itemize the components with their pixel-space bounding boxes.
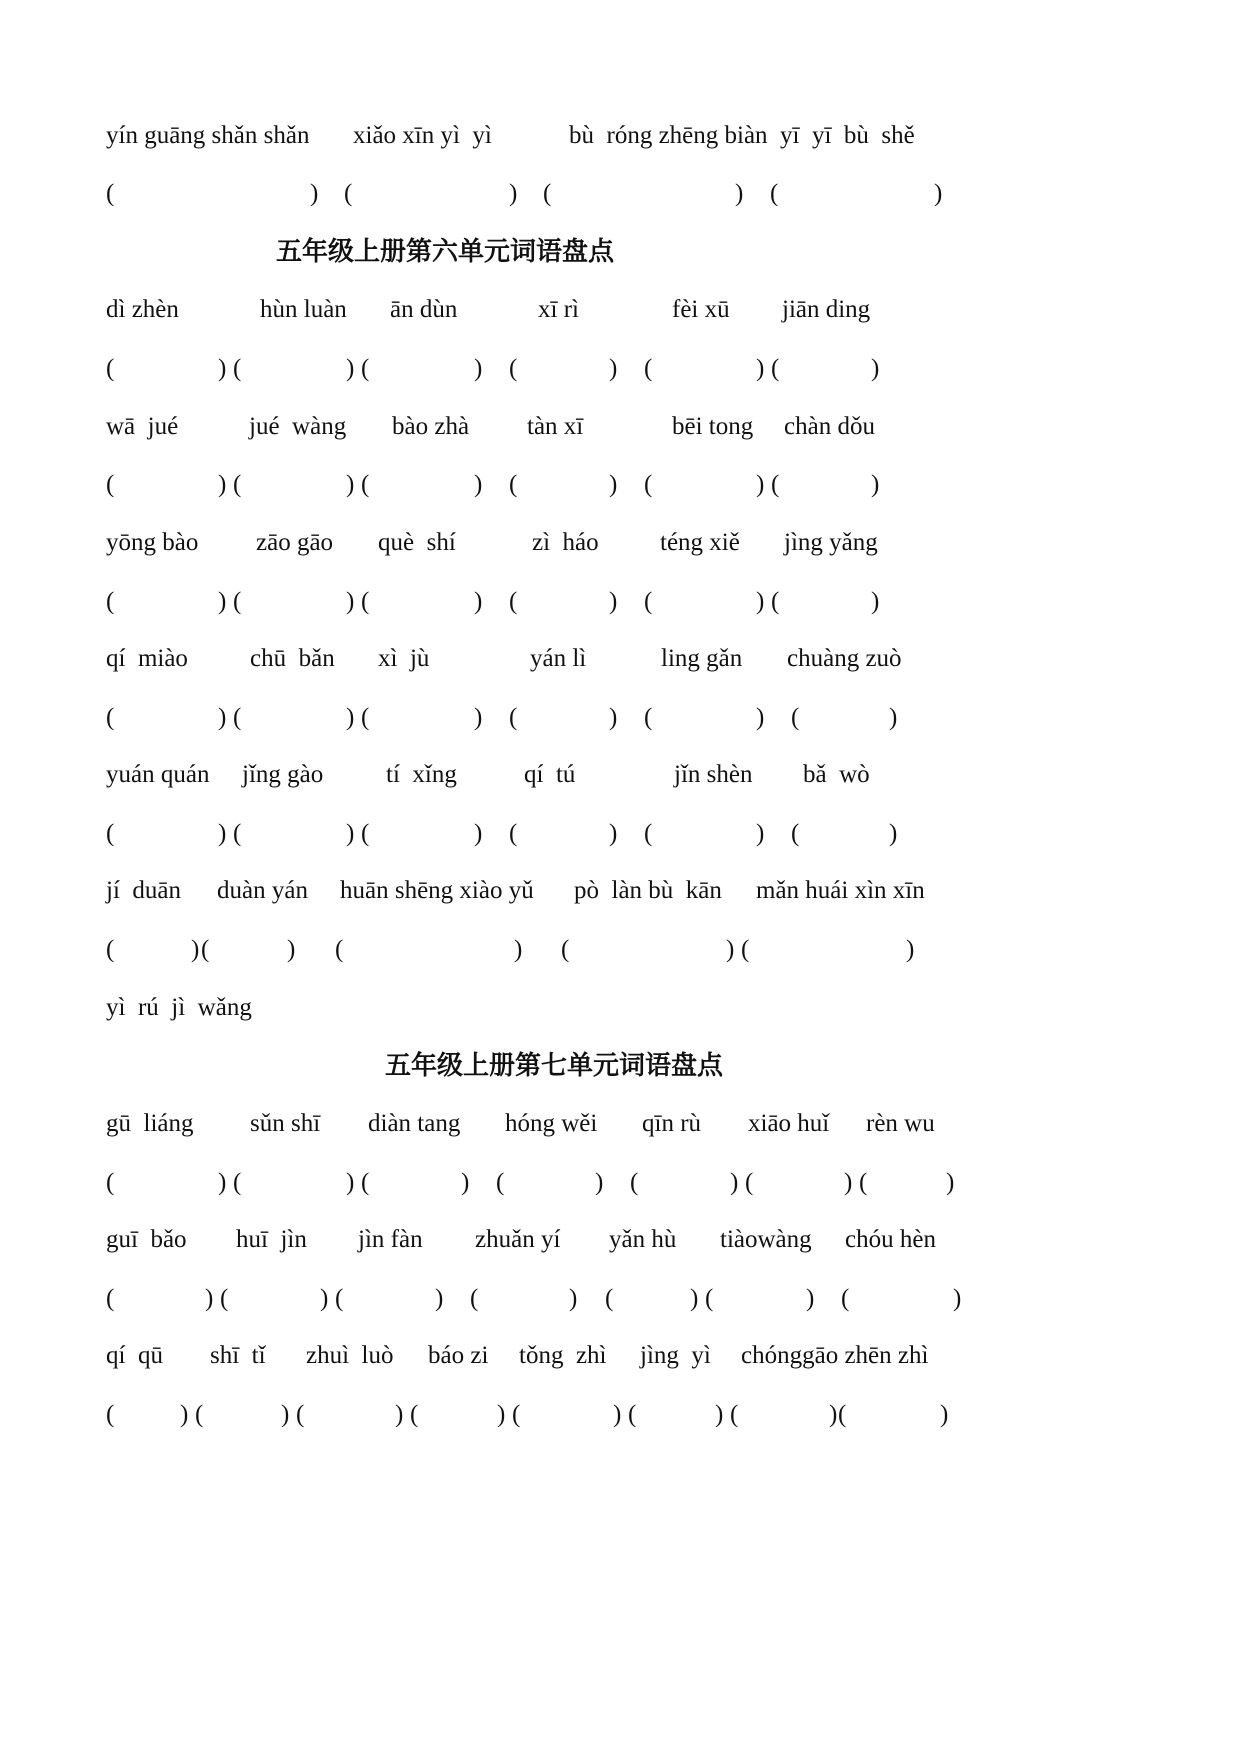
blank-open[interactable]: ( [630, 1169, 639, 1196]
pinyin-word: huī jìn [236, 1226, 307, 1253]
pinyin-word: sǔn shī [250, 1110, 321, 1137]
blank-close: ) [474, 820, 483, 847]
blank-open[interactable]: ( [361, 588, 370, 615]
blank-close: ) [569, 1285, 578, 1312]
blank-open[interactable]: ( [106, 1401, 115, 1428]
blank-open[interactable]: ( [106, 820, 115, 847]
answer-blank-row [0, 932, 1241, 968]
answer-blank-row [0, 700, 1241, 736]
blank-close: ) [756, 588, 765, 615]
blank-open[interactable]: ( [233, 1169, 242, 1196]
blank-open[interactable]: ( [644, 588, 653, 615]
pinyin-word: chuàng zuò [787, 645, 902, 672]
unit6-title: 五年级上册第六单元词语盘点 [276, 237, 615, 267]
blank-open[interactable]: ( [644, 471, 653, 498]
pinyin-row [0, 641, 1241, 677]
blank-close: ) [906, 936, 915, 963]
blank-close: ) [756, 471, 765, 498]
blank-open[interactable]: ( [791, 820, 800, 847]
blank-open[interactable]: ( [628, 1401, 637, 1428]
pinyin-word: tí xǐng [386, 761, 457, 788]
blank-close: ) [218, 704, 227, 731]
blank-open[interactable]: ( [233, 704, 242, 731]
blank-open[interactable]: ( [106, 355, 115, 382]
blank-open[interactable]: ( [741, 936, 750, 963]
pinyin-word: jǐn shèn [674, 761, 753, 788]
blank-open[interactable]: ( [605, 1285, 614, 1312]
blank-close: ) [346, 704, 355, 731]
blank-close: ) [509, 180, 518, 207]
blank-close: ) [514, 936, 523, 963]
blank-close: ) [829, 1401, 838, 1428]
pinyin-word: gū liáng [106, 1110, 194, 1137]
blank-close: ) [730, 1169, 739, 1196]
blank-close: ) [609, 471, 618, 498]
blank-close: ) [756, 704, 765, 731]
blank-close: ) [218, 355, 227, 382]
pinyin-word: jìng yì [640, 1342, 711, 1369]
blank-open[interactable]: ( [361, 1169, 370, 1196]
blank-close: ) [281, 1401, 290, 1428]
pinyin-word: diàn tang [368, 1110, 461, 1137]
blank-close: ) [595, 1169, 604, 1196]
blank-open[interactable]: ( [233, 588, 242, 615]
blank-open[interactable]: ( [233, 820, 242, 847]
blank-close: ) [934, 180, 943, 207]
pinyin-word: jìng yǎng [784, 529, 878, 556]
pinyin-row [0, 990, 1241, 1026]
blank-close: ) [609, 704, 618, 731]
blank-close: ) [953, 1285, 962, 1312]
blank-open[interactable]: ( [771, 588, 780, 615]
pinyin-word: hóng wěi [505, 1110, 598, 1137]
pinyin-row [0, 757, 1241, 793]
blank-close: ) [609, 820, 618, 847]
blank-close: ) [287, 936, 296, 963]
blank-open[interactable]: ( [106, 704, 115, 731]
blank-close: ) [613, 1401, 622, 1428]
blank-close: ) [180, 1401, 189, 1428]
pinyin-word: ling gǎn [661, 645, 743, 672]
blank-open[interactable]: ( [509, 471, 518, 498]
pinyin-word: guī bǎo [106, 1226, 187, 1253]
pinyin-word: qí tú [524, 761, 576, 788]
blank-close: ) [346, 355, 355, 382]
pinyin-word: chónggāo zhēn zhì [741, 1342, 929, 1369]
pinyin-row [0, 409, 1241, 445]
blank-open[interactable]: ( [106, 936, 115, 963]
pinyin-word: jí duān [106, 877, 181, 904]
blank-open[interactable]: ( [771, 355, 780, 382]
pinyin-word: qí miào [106, 645, 188, 672]
blank-close: ) [889, 704, 898, 731]
blank-open[interactable]: ( [561, 936, 570, 963]
pinyin-word: zhuǎn yí [475, 1226, 561, 1253]
pinyin-word: xiāo huǐ [748, 1110, 830, 1137]
pinyin-word: bù róng zhēng biàn [569, 122, 768, 149]
blank-open[interactable]: ( [644, 704, 653, 731]
pinyin-word: zì háo [532, 529, 599, 556]
pinyin-word: pò làn bù kān [574, 877, 722, 904]
pinyin-row [0, 1222, 1241, 1258]
blank-close: ) [844, 1169, 853, 1196]
blank-close: ) [395, 1401, 404, 1428]
blank-close: ) [871, 588, 880, 615]
blank-close: ) [889, 820, 898, 847]
blank-open[interactable]: ( [509, 588, 518, 615]
blank-open[interactable]: ( [296, 1401, 305, 1428]
blank-close: ) [474, 704, 483, 731]
blank-open[interactable]: ( [791, 704, 800, 731]
blank-close: ) [346, 471, 355, 498]
blank-close: ) [205, 1285, 214, 1312]
pinyin-row [0, 1106, 1241, 1142]
pinyin-word: mǎn huái xìn xīn [756, 877, 925, 904]
blank-close: ) [690, 1285, 699, 1312]
pinyin-word: jìn fàn [358, 1226, 423, 1253]
blank-open[interactable]: ( [361, 820, 370, 847]
pinyin-word: duàn yán [217, 877, 308, 904]
blank-open[interactable]: ( [361, 704, 370, 731]
blank-close: ) [218, 588, 227, 615]
pinyin-word: dì zhèn [106, 296, 179, 323]
blank-close: ) [461, 1169, 470, 1196]
pinyin-word: yōng bào [106, 529, 199, 556]
blank-close: ) [218, 820, 227, 847]
blank-open[interactable]: ( [841, 1285, 850, 1312]
blank-open[interactable]: ( [496, 1169, 505, 1196]
blank-close: ) [474, 588, 483, 615]
pinyin-word: tǒng zhì [519, 1342, 607, 1369]
blank-open[interactable]: ( [220, 1285, 229, 1312]
blank-open[interactable]: ( [233, 471, 242, 498]
pinyin-word: tiàowàng [720, 1226, 812, 1253]
unit7-title: 五年级上册第七单元词语盘点 [385, 1051, 724, 1081]
blank-close: ) [218, 1169, 227, 1196]
blank-close: ) [871, 355, 880, 382]
blank-close: ) [191, 936, 200, 963]
pinyin-word: bào zhà [392, 413, 470, 440]
blank-close: ) [346, 1169, 355, 1196]
blank-close: ) [726, 936, 735, 963]
pinyin-word: chàn dǒu [784, 413, 875, 440]
pinyin-word: qīn rù [642, 1110, 702, 1137]
blank-close: ) [806, 1285, 815, 1312]
answer-blank-row [0, 584, 1241, 620]
pinyin-row [0, 1338, 1241, 1374]
pinyin-word: yín guāng shǎn shǎn [106, 122, 310, 149]
pinyin-word: hùn luàn [260, 296, 347, 323]
pinyin-word: jué wàng [249, 413, 347, 440]
blank-open[interactable]: ( [838, 1401, 847, 1428]
blank-open[interactable]: ( [859, 1169, 868, 1196]
blank-open[interactable]: ( [470, 1285, 479, 1312]
pinyin-word: wā jué [106, 413, 179, 440]
blank-close: ) [474, 355, 483, 382]
answer-blank-row [0, 176, 1241, 212]
answer-blank-row [0, 1165, 1241, 1201]
blank-close: ) [435, 1285, 444, 1312]
blank-open[interactable]: ( [509, 704, 518, 731]
blank-open[interactable]: ( [106, 588, 115, 615]
blank-open[interactable]: ( [512, 1401, 521, 1428]
pinyin-word: fèi xū [672, 296, 730, 323]
answer-blank-row [0, 1397, 1241, 1433]
answer-blank-row [0, 816, 1241, 852]
blank-close: ) [346, 820, 355, 847]
pinyin-word: ān dùn [390, 296, 458, 323]
blank-close: ) [756, 355, 765, 382]
pinyin-word: yuán quán [106, 761, 210, 788]
blank-close: ) [474, 471, 483, 498]
blank-open[interactable]: ( [361, 355, 370, 382]
pinyin-row [0, 873, 1241, 909]
pinyin-word: rèn wu [866, 1110, 935, 1137]
blank-open[interactable]: ( [195, 1401, 204, 1428]
blank-open[interactable]: ( [106, 180, 115, 207]
answer-blank-row [0, 351, 1241, 387]
blank-open[interactable]: ( [644, 355, 653, 382]
blank-close: ) [756, 820, 765, 847]
pinyin-word: yán lì [530, 645, 587, 672]
pinyin-word: jiān ding [782, 296, 871, 323]
blank-close: ) [320, 1285, 329, 1312]
answer-blank-row [0, 467, 1241, 503]
blank-open[interactable]: ( [201, 936, 210, 963]
pinyin-word: yǎn hù [609, 1226, 677, 1253]
blank-open[interactable]: ( [730, 1401, 739, 1428]
blank-close: ) [735, 180, 744, 207]
blank-close: ) [715, 1401, 724, 1428]
blank-close: ) [940, 1401, 949, 1428]
blank-open[interactable]: ( [644, 820, 653, 847]
pinyin-row [0, 118, 1241, 154]
blank-close: ) [497, 1401, 506, 1428]
pinyin-word: qí qū [106, 1342, 163, 1369]
blank-open[interactable]: ( [745, 1169, 754, 1196]
pinyin-word: shī tǐ [210, 1342, 266, 1369]
pinyin-row [0, 525, 1241, 561]
pinyin-word: zhuì luò [306, 1342, 394, 1369]
pinyin-word: báo zi [428, 1342, 489, 1369]
blank-close: ) [218, 471, 227, 498]
pinyin-word: yī yī bù shě [780, 122, 915, 149]
pinyin-word: xì jù [378, 645, 430, 672]
blank-open[interactable]: ( [705, 1285, 714, 1312]
pinyin-word: chóu hèn [845, 1226, 936, 1253]
pinyin-row [0, 292, 1241, 328]
blank-open[interactable]: ( [509, 355, 518, 382]
blank-open[interactable]: ( [335, 1285, 344, 1312]
pinyin-word: huān shēng xiào yǔ [340, 877, 534, 904]
blank-open[interactable]: ( [770, 180, 779, 207]
answer-blank-row [0, 1281, 1241, 1317]
pinyin-word: zāo gāo [256, 529, 334, 556]
blank-close: ) [871, 471, 880, 498]
blank-open[interactable]: ( [106, 1169, 115, 1196]
pinyin-word: bēi tong [672, 413, 754, 440]
blank-open[interactable]: ( [233, 355, 242, 382]
pinyin-word: chū bǎn [250, 645, 335, 672]
blank-close: ) [609, 588, 618, 615]
blank-open[interactable]: ( [106, 1285, 115, 1312]
pinyin-word: què shí [378, 529, 456, 556]
blank-close: ) [946, 1169, 955, 1196]
blank-close: ) [310, 180, 319, 207]
blank-open[interactable]: ( [410, 1401, 419, 1428]
pinyin-word: jǐng gào [242, 761, 324, 788]
blank-open[interactable]: ( [344, 180, 353, 207]
pinyin-word: yì rú jì wǎng [106, 994, 252, 1021]
pinyin-word: bǎ wò [803, 761, 870, 788]
pinyin-word: xiǎo xīn yì yì [353, 122, 492, 149]
pinyin-word: téng xiě [660, 529, 740, 556]
pinyin-word: xī rì [538, 296, 579, 323]
blank-open[interactable]: ( [543, 180, 552, 207]
blank-open[interactable]: ( [361, 471, 370, 498]
pinyin-word: tàn xī [527, 413, 584, 440]
blank-open[interactable]: ( [106, 471, 115, 498]
blank-open[interactable]: ( [335, 936, 344, 963]
blank-open[interactable]: ( [509, 820, 518, 847]
blank-close: ) [346, 588, 355, 615]
blank-open[interactable]: ( [771, 471, 780, 498]
blank-close: ) [609, 355, 618, 382]
